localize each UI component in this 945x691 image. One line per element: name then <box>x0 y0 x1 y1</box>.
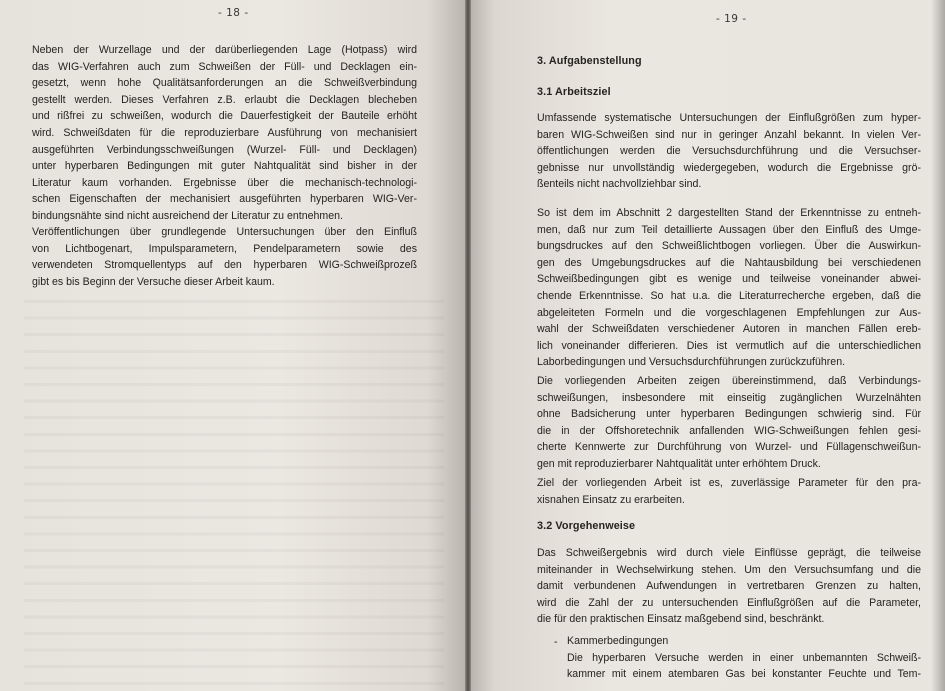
text-line: gibt es bis Beginn der Versuche dieser Arbeit kaum. <box>32 275 275 288</box>
text-line: Neben der Wurzellage und der darüberliegenden Lage (Hotpass) wird <box>32 44 417 56</box>
text-line: lich voneinander differieren. Dies ist vermutlich auf die unterschiedlichen <box>537 339 921 352</box>
left-page <box>0 0 465 691</box>
text-line: bungsdruckes auf den Schweißlichtbogen vorliegen. Über die Auswirkun- <box>537 240 921 253</box>
text-line: schen Eigenschaften der mechanisiert ausgeführten hyperbaren WIG-Ver- <box>32 193 417 206</box>
text-line: cherte Kennwerte zur Durchführung von Wurzel- und Füllagenschweißun- <box>537 441 921 454</box>
text-line: Ziel der vorliegenden Arbeit ist es, zuverlässige Parameter für den pra- <box>537 477 921 489</box>
text-line: miteinander in Wechselwirkung stehen. Um den Versuchsumfang und die <box>537 563 921 576</box>
subsection-heading: 3.2 Vorgehenweise <box>537 520 636 532</box>
text-line: Literatur kaum vorhanden. Ergebnisse über die mechanisch-technologi- <box>32 176 417 189</box>
text-line: damit verbundenen Aufwendungen in vertretbaren Grenzen zu halten, <box>537 580 921 593</box>
text-line: Die vorliegenden Arbeiten zeigen übereinstimmend, daß Verbindungs- <box>537 375 921 387</box>
text-line: das WIG-Verfahren auch zum Schweißen der Füll- und Decklagen ein- <box>32 60 417 73</box>
text-line: wahl der Schweißdaten verschiedener Autoren in manchen Fällen ereb- <box>537 323 921 336</box>
bullet-item <box>567 633 921 683</box>
text-line: Laborbedingungen und Versuchsdurchführungen zurückzuführen. <box>537 356 846 369</box>
subsection-heading: 3.1 Arbeitsziel <box>537 86 611 98</box>
bullet-title: Kammerbedingungen <box>567 635 669 647</box>
right-page <box>471 0 945 691</box>
text-line: gestellt werden. Dieses Verfahren z.B. erlaubt die Decklagen blecheben <box>32 93 417 106</box>
text-line: öffentlichungen werden die Versuchsdurchführung und die Versuchser- <box>537 145 921 158</box>
text-line: kammer mit einem atembaren Gas bei konstanter Feuchte und Tem- <box>567 668 921 681</box>
text-line: So ist dem im Abschnitt 2 dargestellten Stand der Erkenntnisse zu entneh- <box>537 207 921 219</box>
text-line: unter hyperbaren Bedingungen mit guter Nahtqualität sind bisher in der <box>32 160 417 173</box>
text-line: chende Erkenntnisse. So hat u.a. die Literaturrecherche ergeben, daß die <box>537 289 921 302</box>
text-line: abgeleiteten Formeln und die vorgeschlagenen Empfehlungen zur Aus- <box>537 306 921 319</box>
paragraph <box>537 545 921 628</box>
text-line: verwendeten Stromquellentyps auf den hyperbaren WIG-Schweißprozeß <box>32 259 417 272</box>
text-line: Veröffentlichungen über grundlegende Untersuchungen über den Einfluß <box>32 226 417 238</box>
paragraph <box>537 475 921 508</box>
text-line: ohne Badsicherung unter hyperbaren Bedingungen schwierig sind. Für <box>537 408 921 421</box>
text-line: baren WIG-Schweißen sind nur in geringer Anzahl bekannt. In vielen Ver- <box>537 128 921 141</box>
text-line: ausgeführten Verbindungsschweißungen (Wurzel- Füll- und Decklagen) <box>32 143 417 156</box>
text-line: die für den praktischen Einsatz maßgebend sind, beschränkt. <box>537 613 825 626</box>
page-number: - 19 - <box>716 13 747 25</box>
bullet-dash: - <box>554 636 558 648</box>
page-edge-shadow <box>931 0 945 691</box>
text-line: schweißungen, insbesondere mit einseitig zugänglichen Wurzelnähten <box>537 391 921 404</box>
show-through-text <box>24 288 444 688</box>
text-line: wird. Schweißdaten für die reproduzierbare Ausführung von mechanisiert <box>32 126 417 139</box>
section-heading: 3. Aufgabenstellung <box>537 55 642 67</box>
paragraph <box>32 224 417 290</box>
paragraph <box>537 373 921 473</box>
text-line: men, daß nur zum Teil detaillierte Aussagen über den Einfluß des Umge- <box>537 223 921 236</box>
text-line: wird die Zahl der zu untersuchenden Einflußgrößen auf die Parameter, <box>537 596 921 609</box>
text-line: die in der Offshoretechnik anfallenden WIG-Schweißungen fehlen gesi- <box>537 424 921 437</box>
text-line: ßenteils nicht nachvollziehbar sind. <box>537 178 702 191</box>
text-line: Schweißbedingungen gibt es wenige und teilweise voneinander abwei- <box>537 273 921 286</box>
text-line: Das Schweißergebnis wird durch viele Einflüsse geprägt, die teilweise <box>537 547 921 559</box>
text-line: von Lichtbogenart, Impulsparametern, Pendelparametern sowie des <box>32 242 417 255</box>
text-line: und rißfrei zu schweißen, wodurch die Dauerfestigkeit der Bauteile erhöht <box>32 110 417 123</box>
text-line: bindungsnähte sind nicht ausreichend der Literatur zu entnehmen. <box>32 209 343 222</box>
text-line: gen mit reproduzierbarer Nahtqualität unter erhöhtem Druck. <box>537 457 821 470</box>
text-line: xisnahen Einsatz zu erarbeiten. <box>537 493 685 506</box>
page-number: - 18 - <box>218 7 249 19</box>
text-line: gebnisse nur unvollständig wiedergegeben, wodurch die Ergebnisse grö- <box>537 161 921 174</box>
paragraph <box>32 42 417 225</box>
text-line: Umfassende systematische Untersuchungen der Einflußgrößen zum hyper- <box>537 112 921 124</box>
text-line: gesetzt, wenn hohe Qualitätsanforderungen an die Schweißverbindung <box>32 77 417 90</box>
text-line: Die hyperbaren Versuche werden in einer unbemannten Schweiß- <box>567 651 921 664</box>
paragraph <box>537 110 921 193</box>
text-line: gen des Umgebungsdruckes auf die Nahtausbildung bei verschiedenen <box>537 256 921 269</box>
paragraph <box>537 205 921 371</box>
